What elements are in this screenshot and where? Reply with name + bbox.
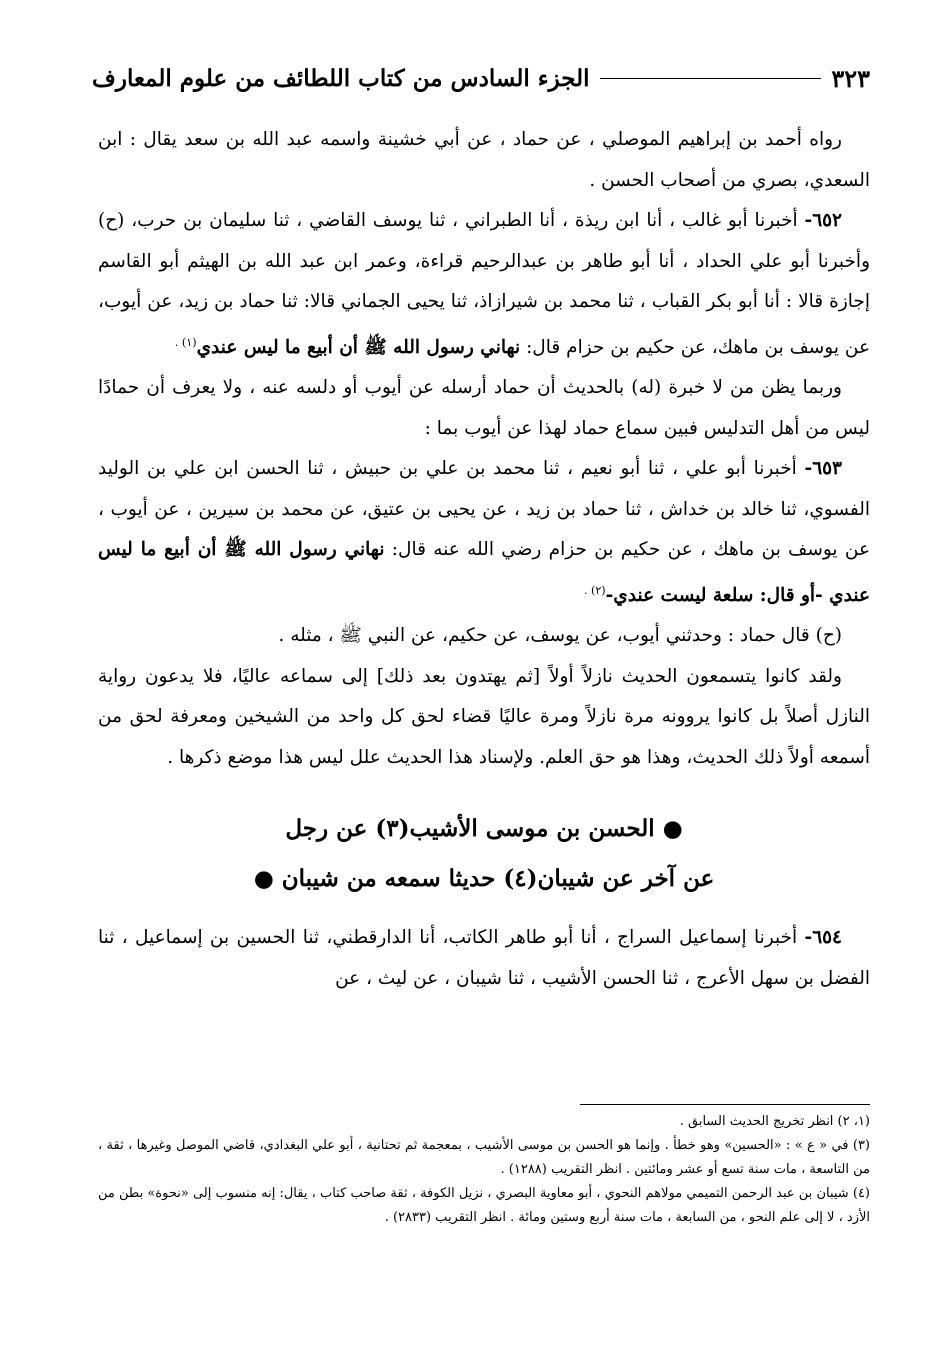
footnote-3: (٣) في « ع » : «الحسين» وهو خطأ . وإنما هو الحسن بن موسى الأشيب ، بمعجمة ثم تحتانية ، أبو علي البغدادي، قاضي الموصل وغيرها ، ثقة ، من التاسعة ، مات سنة تسع أو عشر ومائتين . انظر التقريب (١٢٨٨) . [98,1138,870,1177]
hadith-653 [98,449,870,616]
paragraph-text: أخبرنا أبو غالب ، أنا ابن ريذة ، أنا الطبراني ، ثنا يوسف القاضي ، ثنا سليمان بن حرب، (ح) وأخبرنا أبو علي الحداد ، أنا أبو طاهر بن عبدالرحيم قراءة، وعمر ابن عبد الله بن الهيثم أبو القاسم إجازة قالا : أنا أبو بكر القباب ، ثنا محمد بن شيرازاذ، ثنا يحيى الجماني قالا: ثنا حماد بن زيد، عن أيوب، عن يوسف بن ماهك، عن حكيم بن حزام قال: [98,210,870,358]
header-title: الجزء السادس من كتاب اللطائف من علوم المعارف [92,64,590,92]
paragraph-text: ولقد كانوا يتسمعون الحديث نازلاً أولاً [ثم يهتدون بعد ذلك] إلى سماعه عاليًا، فلا يدعون رواية النازل أصلاً بل كانوا يروونه مرة نازلاً ومرة عاليًا قضاء لحق كل واحد من الشيخين ومعرفة لحق من أسمعه أولاً ذلك الحديث، وهذا هو حق العلم. ولإسناد هذا الحديث علل ليس هذا موضع ذكرها . [98,665,870,768]
section-heading-line1: ● الحسن بن موسى الأشيب(٣) عن رجل [285,815,683,843]
paragraph-text: وربما يظن من لا خبرة (له) بالحديث أن حماد أرسله عن أيوب أو دلسه عنه ، ولا يعرف أن حمادًا ليس من أهل التدليس فبين سماع حماد لهذا عن أيوب بما : [98,377,870,439]
hadith-quote: نهاني رسول الله ﷺ أن أبيع ما ليس عندي [196,336,521,358]
paragraph-discussion [98,657,870,779]
page-number: ٣٢٣ [831,63,870,93]
hadith-654 [98,918,870,999]
paragraph-hammad [98,616,870,657]
running-header [92,58,870,98]
footnote-4: (٤) شيبان بن عبد الرحمن التميمي مولاهم النحوي ، أبو معاوية البصري ، نزيل الكوفة ، ثقة صاحب كتاب ، يقال: إنه منسوب إلى «نحوة» بطن من الأزد ، لا إلى علم النحو ، من السابعة ، مات سنة أربع وستين ومائة . انظر التقريب (٢٨٣٣) . [98,1186,870,1225]
footnotes [98,1110,870,1230]
header-rule [600,78,822,79]
paragraph-text: رواه أحمد بن إبراهيم الموصلي ، عن حماد ، عن أبي خشينة واسمه عبد الله بن سعد يقال : ابن السعدي، بصري من أصحاب الحسن . [98,129,870,191]
hadith-quote: نهاني رسول الله ﷺ أن أبيع ما ليس عندي -أو قال: سلعة ليست عندي- [98,539,870,606]
paragraph-text: أخبرنا إسماعيل السراج ، أنا أبو طاهر الكاتب، أنا الدارقطني، ثنا الحسين بن إسماعيل ، ثنا الفضل بن سهل الأعرج ، ثنا الحسن الأشيب ، ثنا شيبان ، عن ليث ، عن [98,927,870,989]
footnote-ref: (٢) . [583,583,606,597]
paragraph-text: (ح) قال حماد : وحدثني أيوب، عن يوسف، عن حكيم، عن النبي ﷺ ، مثله . [278,625,842,647]
footnote-ref: (١) . [174,335,197,349]
footnote-1-2: (١، ٢) انظر تخريج الحديث السابق . [679,1114,870,1129]
hadith-652 [98,201,870,368]
hadith-number: ٦٥٢- [804,210,842,231]
paragraph-commentary [98,368,870,449]
section-heading-line2: عن آخر عن شيبان(٤) حديثا سمعه من شيبان ● [253,865,715,893]
hadith-number: ٦٥٣- [804,458,842,480]
paragraph-text: أخبرنا أبو علي ، ثنا أبو نعيم ، ثنا محمد بن علي بن حبيش ، ثنا الحسن ابن علي بن الوليد الفسوي، ثنا خالد بن خداش ، ثنا حماد بن زيد ، عن يحيى بن عتيق، عن محمد بن سيرين ، عن أيوب ، عن يوسف بن ماهك ، عن حكيم بن حزام رضي الله عنه قال: [98,458,870,561]
section-heading [98,804,870,904]
footnote-separator [580,1104,870,1105]
main-text [98,120,870,999]
paragraph-intro [98,120,870,201]
hadith-number: ٦٥٤- [804,927,842,949]
